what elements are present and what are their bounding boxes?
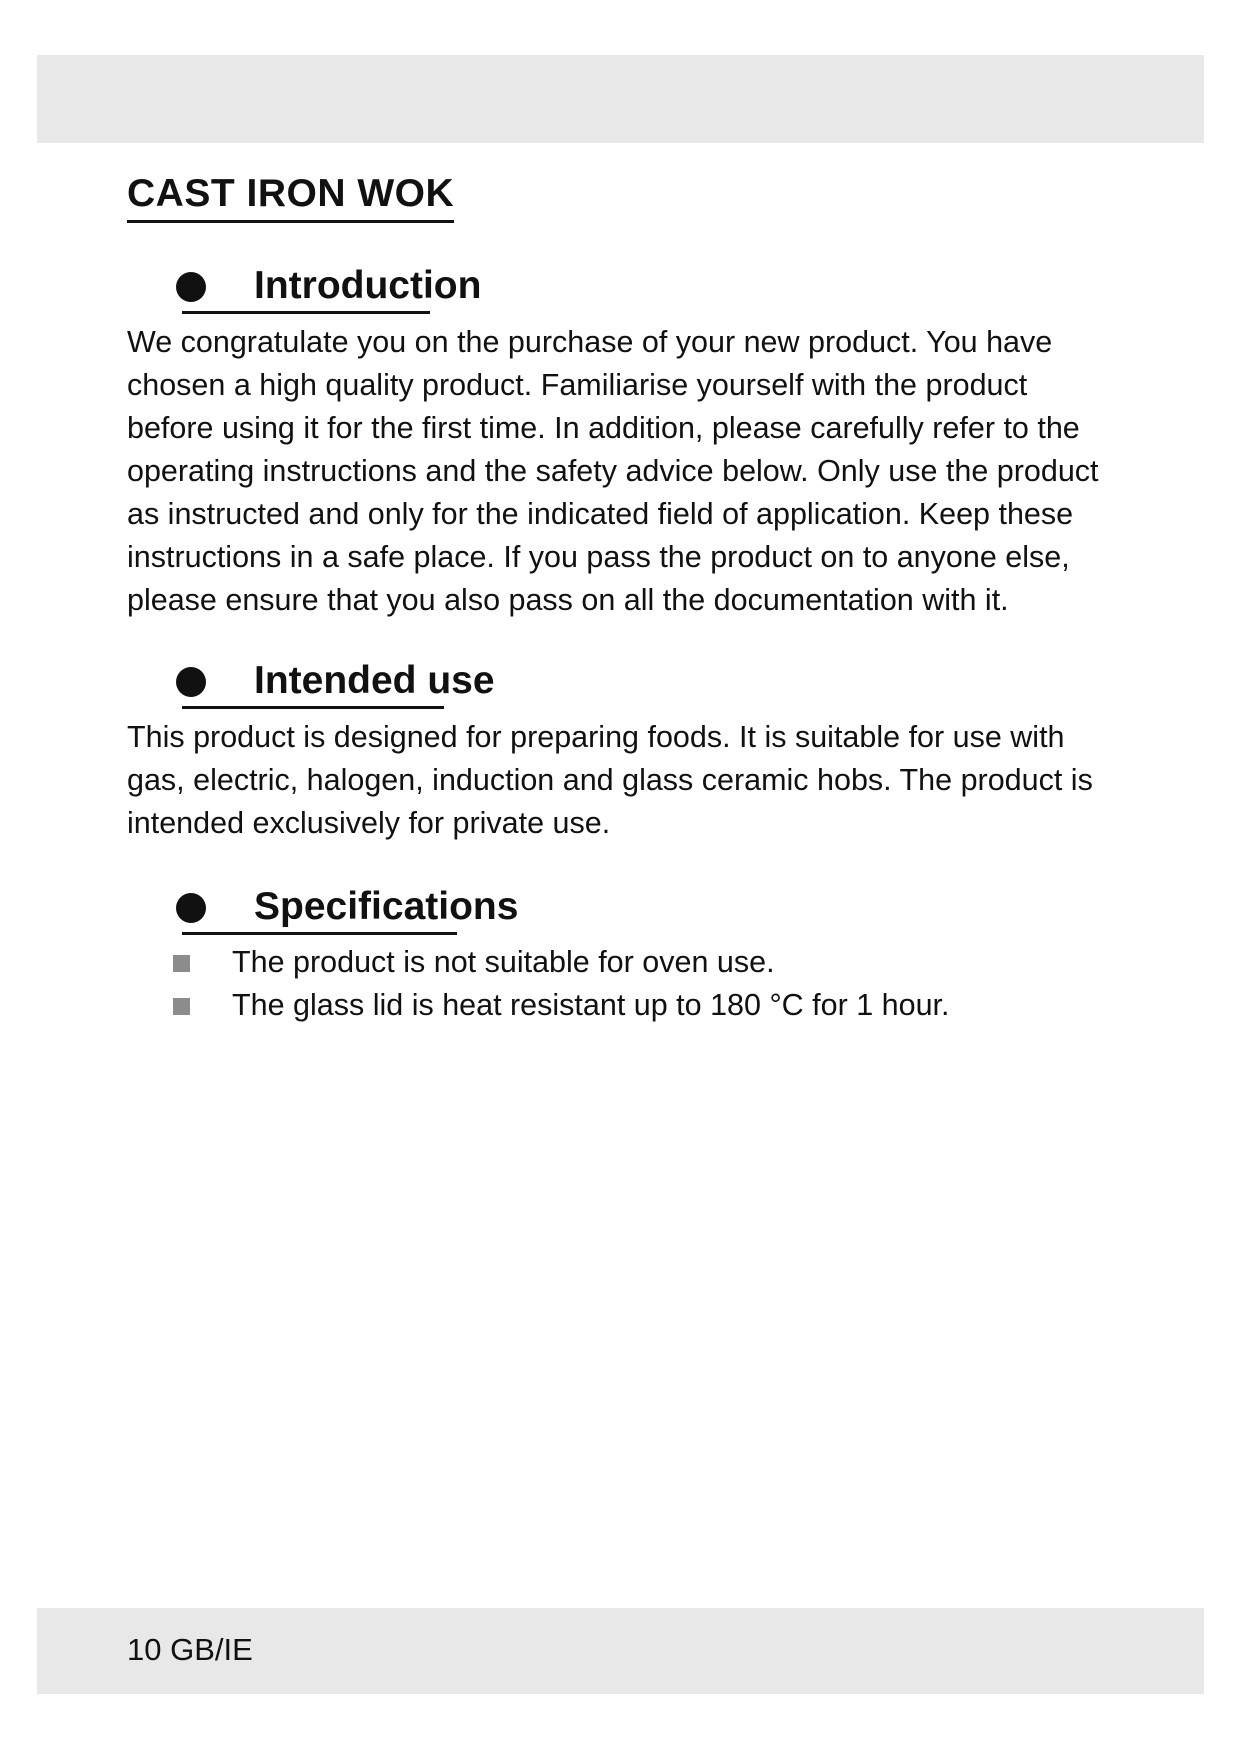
paragraph-line: instructions in a safe place. If you pass the product on to anyone else, [127,540,1070,574]
heading-underline [182,706,444,709]
paragraph-line: operating instructions and the safety advice below. Only use the product [127,454,1099,488]
paragraph-line: This product is designed for preparing foods. It is suitable for use with [127,720,1065,754]
bullet-dot-icon [176,667,206,697]
paragraph-line: before using it for the first time. In addition, please carefully refer to the [127,411,1080,445]
bullet-dot-icon [176,893,206,923]
paragraph-line: intended exclusively for private use. [127,806,611,840]
paragraph-line: as instructed and only for the indicated field of application. Keep these [127,497,1074,531]
paragraph-line: chosen a high quality product. Familiarise yourself with the product [127,368,1028,402]
heading-underline [182,932,457,935]
paragraph-line: We congratulate you on the purchase of your new product. You have [127,325,1053,359]
square-bullet-icon [173,955,190,972]
paragraph-line: gas, electric, halogen, induction and glass ceramic hobs. The product is [127,763,1093,797]
header-band [37,55,1204,143]
intended-use-heading-label: Intended use [254,659,495,702]
introduction-paragraph [127,321,1099,622]
introduction-heading-label: Introduction [254,264,482,307]
list-item-text: The product is not suitable for oven use. [232,945,775,979]
paragraph-line: please ensure that you also pass on all the documentation with it. [127,583,1009,617]
page-number: 10 GB/IE [127,1632,253,1667]
list-item-text: The glass lid is heat resistant up to 180 °C for 1 hour. [232,988,950,1022]
square-bullet-icon [173,998,190,1015]
bullet-dot-icon [176,272,206,302]
specifications-heading-label: Specifications [254,885,519,928]
page-title: CAST IRON WOK [127,170,454,223]
intended-use-paragraph [127,716,1093,845]
heading-underline [182,311,430,314]
